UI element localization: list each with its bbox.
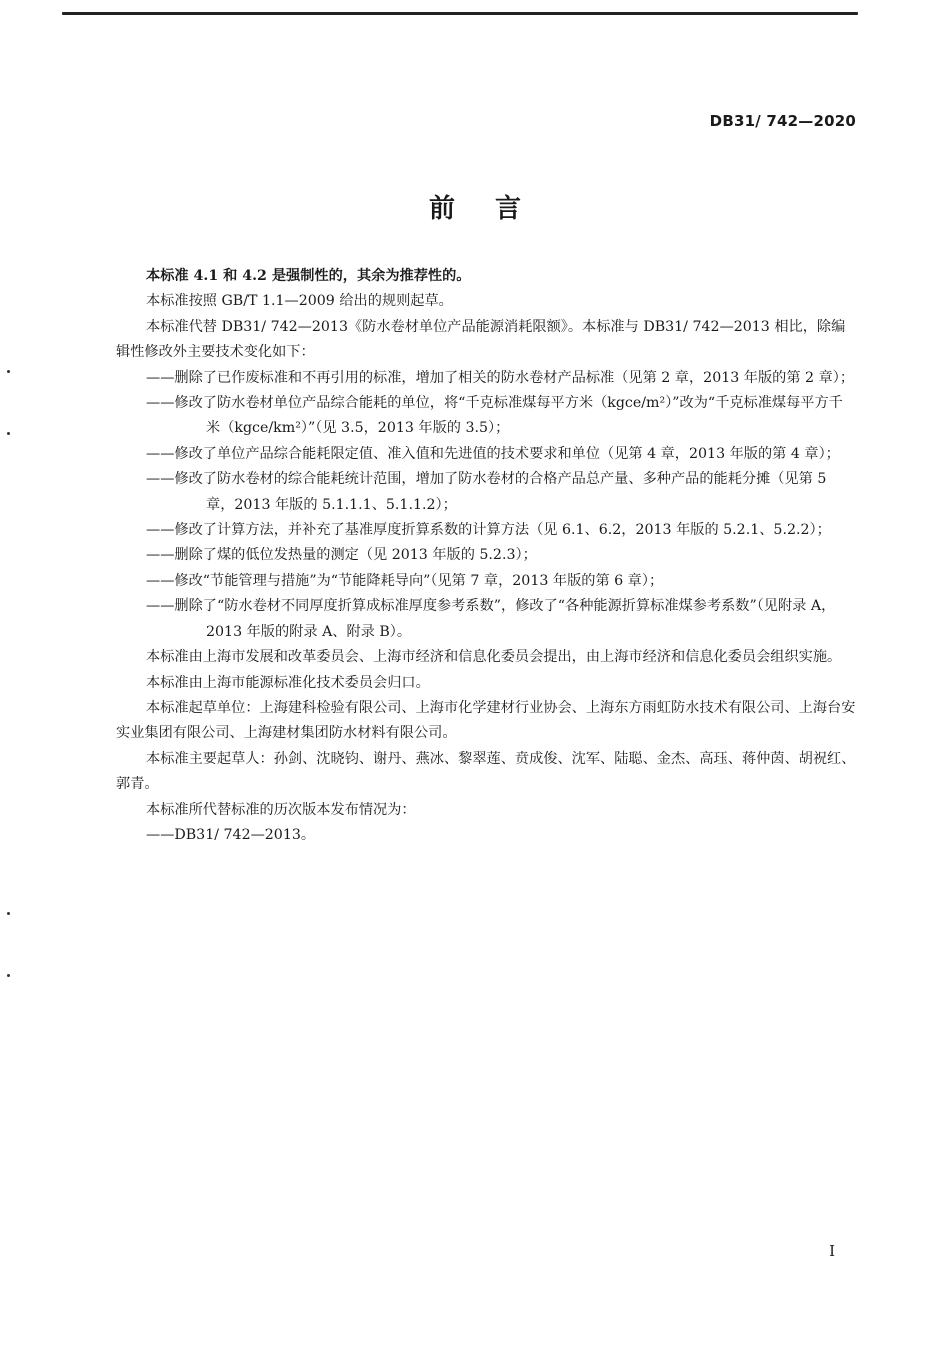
list-item-change: ——修改了单位产品综合能耗限定值、准入值和先进值的技术要求和单位（见第 4 章，2013 年版的第 4 章）； [146, 445, 840, 462]
list-item-previous-version: ——DB31/ 742—2013。 [146, 826, 316, 843]
document-id: DB31/ 742—2020 [709, 112, 856, 130]
list-item-change: ——删除了“防水卷材不同厚度折算成标准厚度参考系数”，修改了“各种能源折算标准煤参考系数”（见附录 A，2013 年版的附录 A、附录 B）。 [146, 598, 836, 640]
paragraph-history: 本标准所代替标准的历次版本发布情况为： [146, 801, 416, 818]
list-item-change: ——修改了防水卷材单位产品综合能耗的单位，将“千克标准煤每平方米（kgce/m²）”改为“千克标准煤每平方千米（kgce/km²）”（见 3.5，2013 年版的 3.5）； [146, 395, 843, 437]
scan-mark [7, 432, 10, 435]
list-item-change: ——删除了煤的低位发热量的测定（见 2013 年版的 5.2.3）； [146, 547, 537, 564]
page-title: 前言 [428, 194, 561, 224]
paragraph-proposer: 本标准由上海市发展和改革委员会、上海市经济和信息化委员会提出，由上海市经济和信息化委员会组织实施。 [146, 649, 842, 666]
scan-mark [7, 974, 10, 977]
scan-mark [7, 912, 10, 915]
paragraph-drafting-units: 本标准起草单位：上海建科检验有限公司、上海市化学建材行业协会、上海东方雨虹防水技术有限公司、上海台安实业集团有限公司、上海建材集团防水材料有限公司。 [116, 699, 856, 742]
paragraph-committee: 本标准由上海市能源标准化技术委员会归口。 [146, 674, 430, 691]
page-number: I [829, 1242, 835, 1260]
list-item-change: ——删除了已作废标准和不再引用的标准，增加了相关的防水卷材产品标准（见第 2 章，2013 年版的第 2 章）； [146, 369, 855, 386]
list-item-change: ——修改了计算方法，并补充了基准厚度折算系数的计算方法（见 6.1、6.2，2013 年版的 5.2.1、5.2.2）； [146, 522, 831, 539]
paragraph-mandatory: 本标准 4.1 和 4.2 是强制性的，其余为推荐性的。 [146, 268, 471, 284]
list-item-change: ——修改了防水卷材的综合能耗统计范围，增加了防水卷材的合格产品总产量、多种产品的能耗分摊（见第 5 章，2013 年版的 5.1.1.1、5.1.1.2）； [146, 471, 827, 513]
paragraph-drafting-rules: 本标准按照 GB/T 1.1—2009 给出的规则起草。 [146, 293, 453, 310]
paragraph-replaces: 本标准代替 DB31/ 742—2013《防水卷材单位产品能源消耗限额》。本标准与 DB31/ 742—2013 相比，除编辑性修改外主要技术变化如下： [116, 318, 846, 361]
document-body [116, 264, 856, 848]
list-item-change: ——修改“节能管理与措施”为“节能降耗导向”（见第 7 章，2013 年版的第 6 章）； [146, 572, 664, 589]
top-rule [62, 12, 858, 15]
scan-mark [7, 370, 10, 373]
paragraph-drafters: 本标准主要起草人：孙剑、沈晓钧、谢丹、燕冰、黎翠莲、贲成俊、沈军、陆聪、金杰、高珏、蒋仲茵、胡祝红、郭青。 [116, 750, 856, 793]
